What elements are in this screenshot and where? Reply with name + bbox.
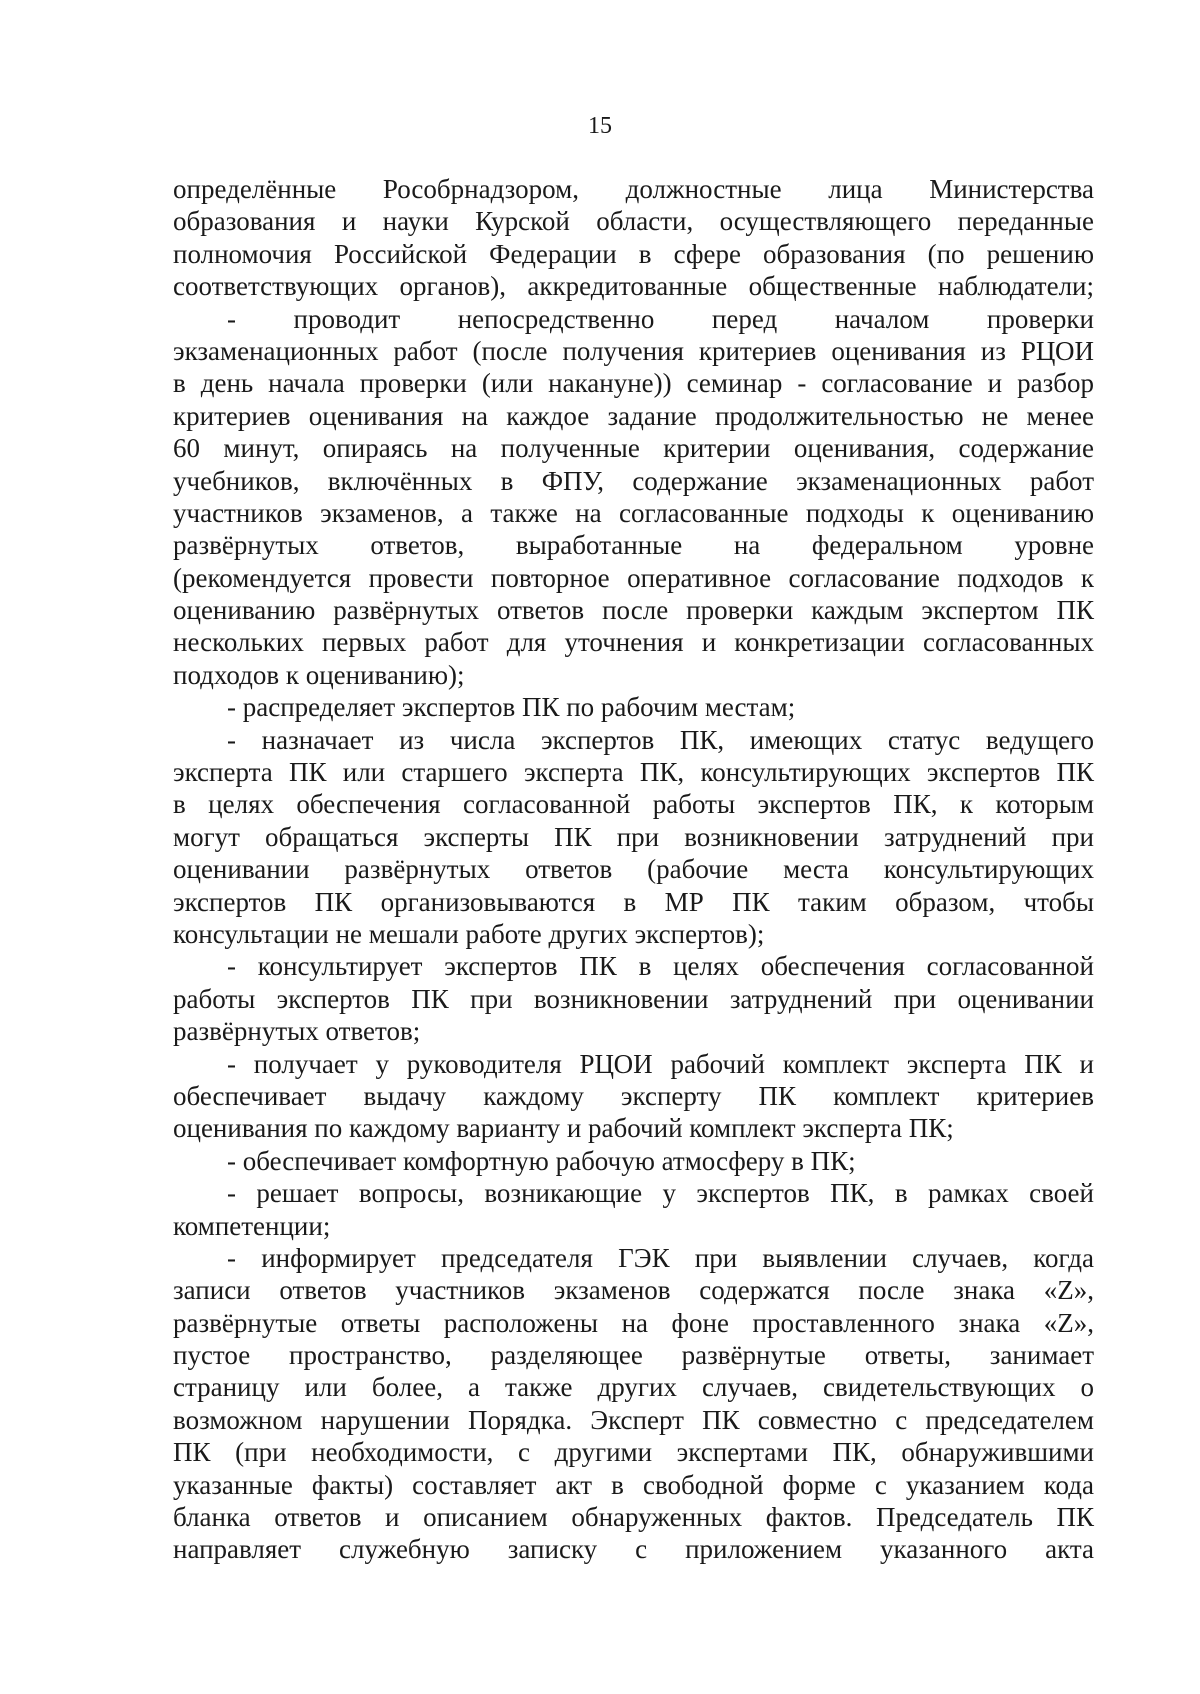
text-line: - проводит непосредственно перед началом проверки	[227, 303, 1094, 334]
text-line: (рекомендуется провести повторное оперативное согласование подходов к	[173, 562, 1094, 593]
text-line: оцениванию развёрнутых ответов после проверки каждым экспертом ПК	[173, 595, 1094, 626]
text-line: консультации не мешали работе других экспертов);	[173, 918, 765, 949]
text-line: компетенции;	[173, 1210, 331, 1241]
text-line: нескольких первых работ для уточнения и конкретизации согласованных	[173, 627, 1094, 658]
text-line: оценивания по каждому варианту и рабочий комплект эксперта ПК;	[173, 1113, 954, 1144]
text-line: - получает у руководителя РЦОИ рабочий комплект эксперта ПК и	[227, 1048, 1094, 1079]
text-line: полномочия Российской Федерации в сфере образования (по решению	[173, 238, 1094, 269]
text-line: работы экспертов ПК при возникновении затруднений при оценивании	[173, 983, 1094, 1014]
text-line: в день начала проверки (или накануне)) семинар - согласование и разбор	[173, 368, 1094, 399]
text-line: указанные факты) составляет акт в свободной форме с указанием кода	[173, 1469, 1094, 1500]
text-line: учебников, включённых в ФПУ, содержание экзаменационных работ	[173, 465, 1094, 496]
text-line: возможном нарушении Порядка. Эксперт ПК совместно с председателем	[173, 1404, 1094, 1435]
text-line: участников экзаменов, а также на согласованные подходы к оцениванию	[173, 497, 1094, 528]
text-line: пустое пространство, разделяющее развёрнутые ответы, занимает	[173, 1340, 1094, 1371]
text-line: развёрнутых ответов, выработанные на федеральном уровне	[173, 530, 1094, 561]
page-number: 15	[588, 113, 612, 139]
text-line: направляет служебную записку с приложением указанного акта	[173, 1534, 1094, 1565]
text-line: развёрнутые ответы расположены на фоне проставленного знака «Z»,	[173, 1307, 1094, 1338]
text-line: 60 минут, опираясь на полученные критерии оценивания, содержание	[173, 433, 1094, 464]
text-line: - распределяет экспертов ПК по рабочим местам;	[227, 692, 796, 723]
text-line: подходов к оцениванию);	[173, 659, 465, 690]
text-line: развёрнутых ответов;	[173, 1016, 421, 1047]
text-line: бланка ответов и описанием обнаруженных фактов. Председатель ПК	[173, 1502, 1094, 1533]
text-line: - консультирует экспертов ПК в целях обеспечения согласованной	[227, 951, 1094, 982]
text-line: эксперта ПК или старшего эксперта ПК, консультирующих экспертов ПК	[173, 757, 1094, 788]
text-line: экспертов ПК организовываются в МР ПК таким образом, чтобы	[173, 886, 1094, 917]
text-line: образования и науки Курской области, осуществляющего переданные	[173, 206, 1094, 237]
text-line: соответствующих органов), аккредитованные общественные наблюдатели;	[173, 271, 1094, 302]
text-line: определённые Рособрнадзором, должностные лица Министерства	[173, 174, 1094, 204]
document-body	[173, 173, 1094, 1566]
text-line: - решает вопросы, возникающие у экспертов ПК, в рамках своей	[227, 1178, 1094, 1209]
text-line: - информирует председателя ГЭК при выявлении случаев, когда	[227, 1242, 1094, 1273]
text-line: обеспечивает выдачу каждому эксперту ПК комплект критериев	[173, 1080, 1094, 1111]
text-line: экзаменационных работ (после получения критериев оценивания из РЦОИ	[173, 335, 1094, 366]
text-line: могут обращаться эксперты ПК при возникновении затруднений при	[173, 821, 1094, 852]
text-line: - назначает из числа экспертов ПК, имеющих статус ведущего	[227, 724, 1094, 755]
text-line: оценивании развёрнутых ответов (рабочие места консультирующих	[173, 854, 1094, 885]
text-line: страницу или более, а также других случаев, свидетельствующих о	[173, 1372, 1094, 1403]
text-line: записи ответов участников экзаменов содержатся после знака «Z»,	[173, 1275, 1094, 1306]
text-line: в целях обеспечения согласованной работы экспертов ПК, к которым	[173, 789, 1094, 820]
text-line: критериев оценивания на каждое задание продолжительностью не менее	[173, 400, 1094, 431]
text-line: ПК (при необходимости, с другими экспертами ПК, обнаружившими	[173, 1437, 1094, 1468]
text-line: - обеспечивает комфортную рабочую атмосферу в ПК;	[227, 1145, 856, 1176]
